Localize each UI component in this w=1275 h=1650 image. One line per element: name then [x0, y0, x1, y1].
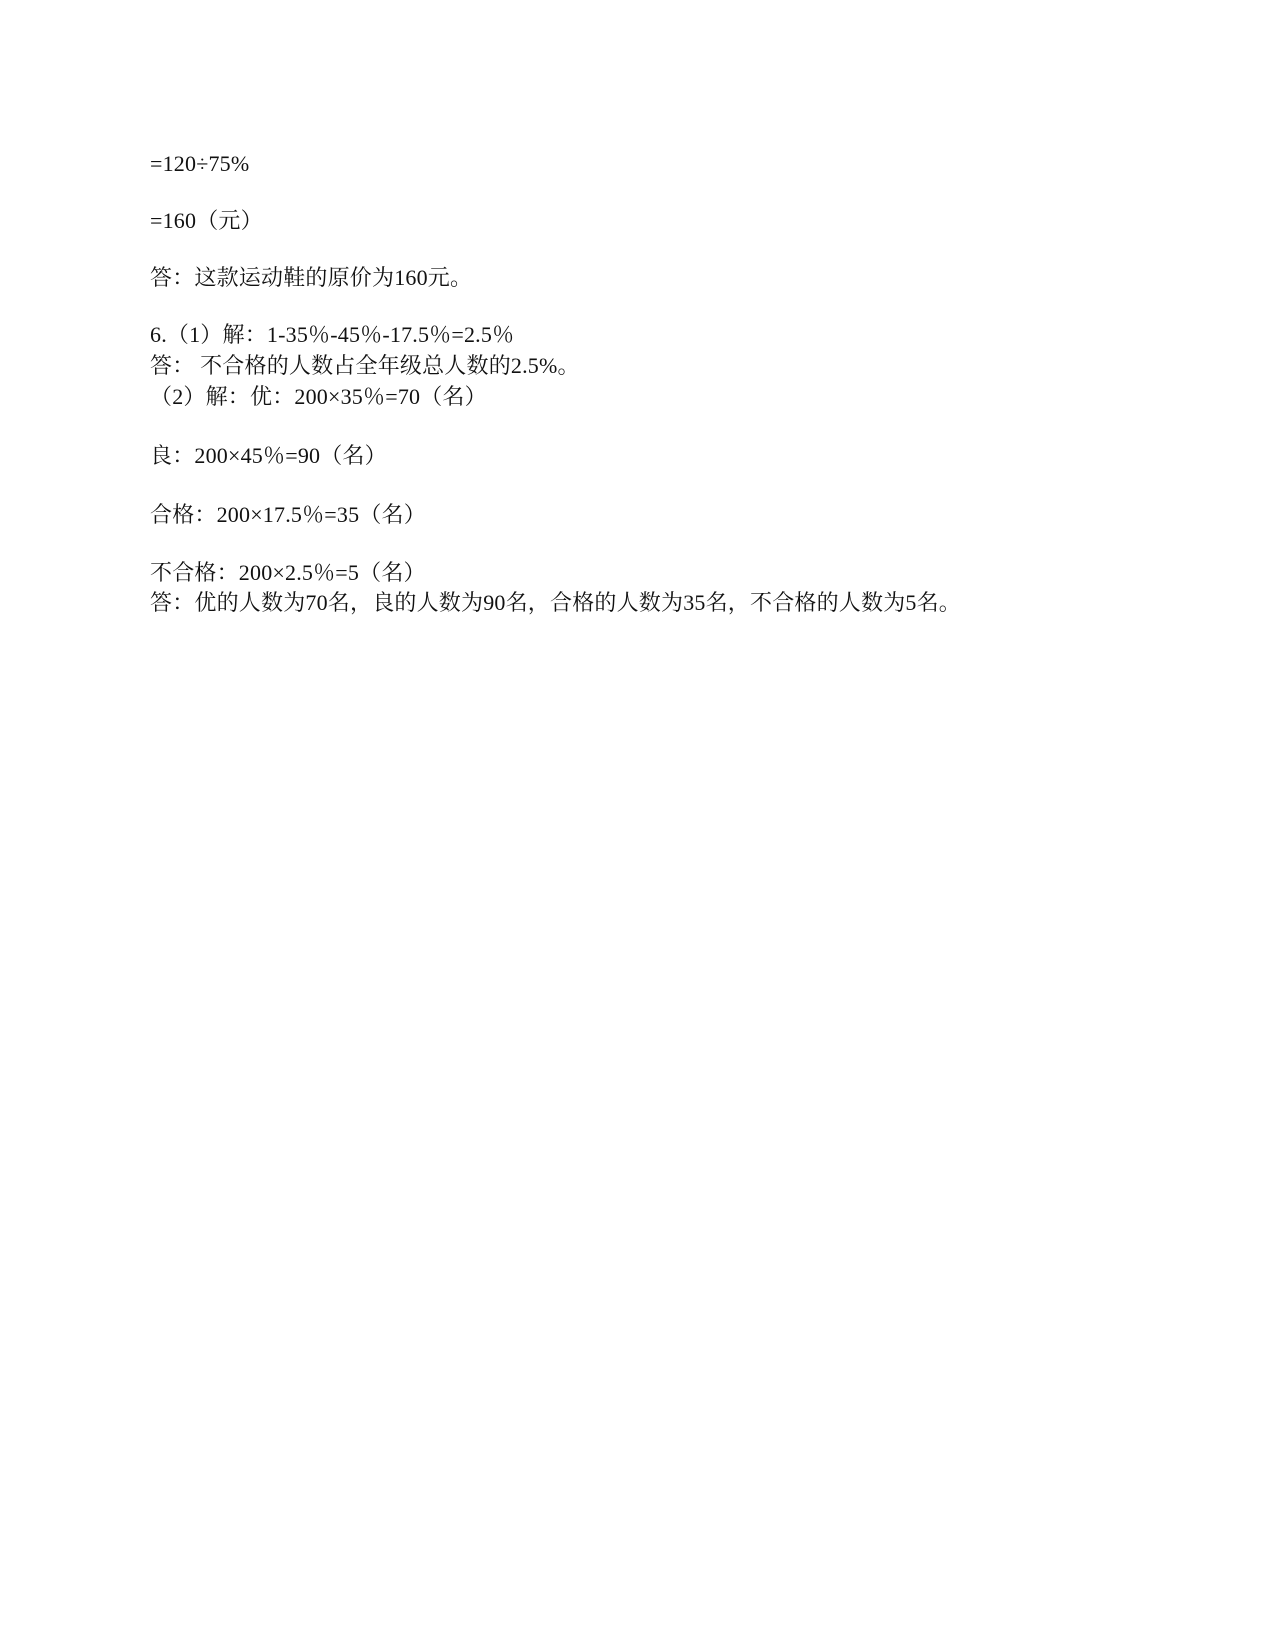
calc-line-result: =160（元） [150, 208, 263, 233]
question6-part2-good: 良：200×45％=90（名） [150, 443, 387, 468]
question6-part2-pass: 合格：200×17.5％=35（名） [150, 502, 426, 527]
answer-line-original-price: 答：这款运动鞋的原价为160元。 [150, 265, 473, 290]
calc-line-division: =120÷75% [150, 151, 250, 176]
question6-part2-excellent: （2）解：优：200×35％=70（名） [150, 384, 487, 409]
question6-part2-answer: 答：优的人数为70名，良的人数为90名，合格的人数为35名，不合格的人数为5名。 [150, 590, 962, 615]
question6-part1-solution: 6.（1）解：1-35％-45％-17.5％=2.5％ [150, 322, 515, 347]
question6-part2-fail: 不合格：200×2.5％=5（名） [150, 560, 426, 585]
question6-part1-answer: 答： 不合格的人数占全年级总人数的2.5%。 [150, 353, 580, 378]
